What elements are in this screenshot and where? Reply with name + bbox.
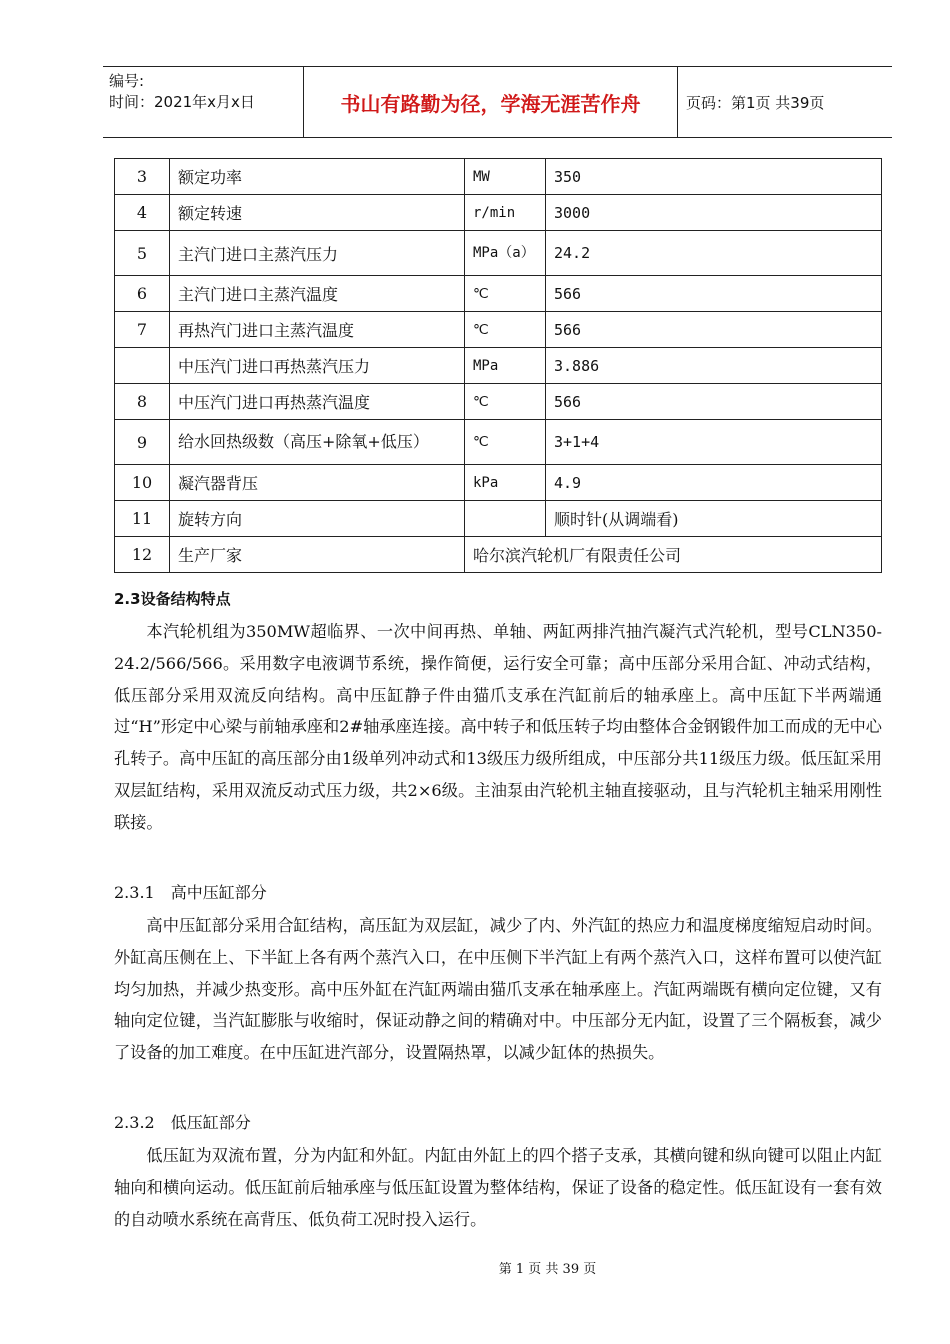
row-parameter: 再热汽门进口主蒸汽温度 [170, 312, 465, 348]
table-row [115, 537, 882, 573]
row-value: 3.886 [546, 348, 882, 384]
row-unit: r/min [465, 195, 546, 231]
section-paragraph: 低压缸为双流布置，分为内缸和外缸。内缸由外缸上的四个搭子支承，其横向键和纵向键可以阻止内缸轴向和横向运动。低压缸前后轴承座与低压缸设置为整体结构，保证了设备的稳定性。低压缸设有一套有效的自动喷水系统在高背压、低负荷工况时投入运行。 [114, 1146, 882, 1229]
row-number: 10 [115, 465, 170, 501]
row-number: 8 [115, 384, 170, 420]
row-unit: ℃ [465, 420, 546, 465]
table-row [115, 501, 882, 537]
subsection-heading: 2.3.2 低压缸部分 [114, 1113, 251, 1132]
row-parameter: 生产厂家 [170, 537, 465, 573]
row-unit: ℃ [465, 312, 546, 348]
spec-table [114, 158, 882, 573]
row-parameter: 中压汽门进口再热蒸汽温度 [170, 384, 465, 420]
row-number: 3 [115, 159, 170, 195]
table-row [115, 312, 882, 348]
row-number: 7 [115, 312, 170, 348]
row-value: 3000 [546, 195, 882, 231]
subsection-heading: 2.3.1 高中压缸部分 [114, 883, 267, 902]
section-heading: 2.3设备结构特点 [114, 590, 231, 608]
row-unit: kPa [465, 465, 546, 501]
row-value: 350 [546, 159, 882, 195]
row-parameter: 中压汽门进口再热蒸汽压力 [170, 348, 465, 384]
header-divider [677, 67, 678, 137]
header-meta [109, 71, 299, 113]
row-parameter: 旋转方向 [170, 501, 465, 537]
row-value: 哈尔滨汽轮机厂有限责任公司 [465, 537, 882, 573]
section-2-3-1 [114, 880, 882, 1069]
page-footer: 第 1 页 共 39 页 [498, 1262, 597, 1277]
section-2-3-2 [114, 1110, 882, 1235]
row-unit: ℃ [465, 384, 546, 420]
page-header [103, 66, 892, 138]
row-parameter: 额定转速 [170, 195, 465, 231]
row-value: 566 [546, 312, 882, 348]
document-time-label: 时间：2021年x月x日 [109, 93, 255, 111]
row-parameter: 凝汽器背压 [170, 465, 465, 501]
row-value: 566 [546, 384, 882, 420]
section-paragraph: 本汽轮机组为350MW超临界、一次中间再热、单轴、两缸两排汽抽汽凝汽式汽轮机，型号CLN350-24.2/566/566。采用数字电液调节系统，操作简便，运行安全可靠；高中压部分采用合缸、冲动式结构，低压部分采用双流反向结构。高中压缸静子件由猫爪支承在汽缸前后的轴承座上。高中压缸下半两端通过“H”形定中心梁与前轴承座和2#轴承座连接。高中转子和低压转子均由整体合金钢锻件加工而成的无中心孔转子。高中压缸的高压部分由1级单列冲动式和13级压力级所组成，中压部分共11级压力级。低压缸采用双层缸结构，采用双流反动式压力级，共2×6级。主油泵由汽轮机主轴直接驱动，且与汽轮机主轴采用刚性联接。 [114, 622, 882, 832]
row-number: 9 [115, 420, 170, 465]
row-unit: MPa [465, 348, 546, 384]
table-row [115, 231, 882, 276]
row-number: 4 [115, 195, 170, 231]
row-value: 566 [546, 276, 882, 312]
row-number: 11 [115, 501, 170, 537]
table-row [115, 276, 882, 312]
table-row [115, 384, 882, 420]
row-parameter: 主汽门进口主蒸汽温度 [170, 276, 465, 312]
row-value: 3+1+4 [546, 420, 882, 465]
document-number-label: 编号: [109, 72, 145, 90]
row-number: 12 [115, 537, 170, 573]
row-unit [465, 501, 546, 537]
row-parameter: 给水回热级数（高压+除氧+低压） [170, 420, 465, 465]
row-value: 24.2 [546, 231, 882, 276]
row-number: 6 [115, 276, 170, 312]
row-value: 顺时针(从调端看) [546, 501, 882, 537]
row-parameter: 主汽门进口主蒸汽压力 [170, 231, 465, 276]
section-paragraph: 高中压缸部分采用合缸结构，高压缸为双层缸，减少了内、外汽缸的热应力和温度梯度缩短启动时间。外缸高压侧在上、下半缸上各有两个蒸汽入口，在中压侧下半汽缸上有两个蒸汽入口，这样布置可以使汽缸均匀加热，并减少热变形。高中压外缸在汽缸两端由猫爪支承在轴承座上。汽缸两端既有横向定位键，又有轴向定位键，当汽缸膨胀与收缩时，保证动静之间的精确对中。中压部分无内缸，设置了三个隔板套，减少了设备的加工难度。在中压缸进汽部分，设置隔热罩，以减少缸体的热损失。 [114, 916, 882, 1063]
header-page-info: 页码：第1页 共39页 [686, 93, 825, 112]
header-motto: 书山有路勤为径，学海无涯苦作舟 [340, 91, 641, 116]
row-number: 5 [115, 231, 170, 276]
row-unit: MPa（a） [465, 231, 546, 276]
row-unit: ℃ [465, 276, 546, 312]
table-row [115, 465, 882, 501]
section-2-3 [114, 588, 882, 839]
row-value: 4.9 [546, 465, 882, 501]
row-unit: MW [465, 159, 546, 195]
table-row [115, 420, 882, 465]
row-parameter: 额定功率 [170, 159, 465, 195]
table-row [115, 195, 882, 231]
table-row [115, 348, 882, 384]
table-row [115, 159, 882, 195]
row-number [115, 348, 170, 384]
